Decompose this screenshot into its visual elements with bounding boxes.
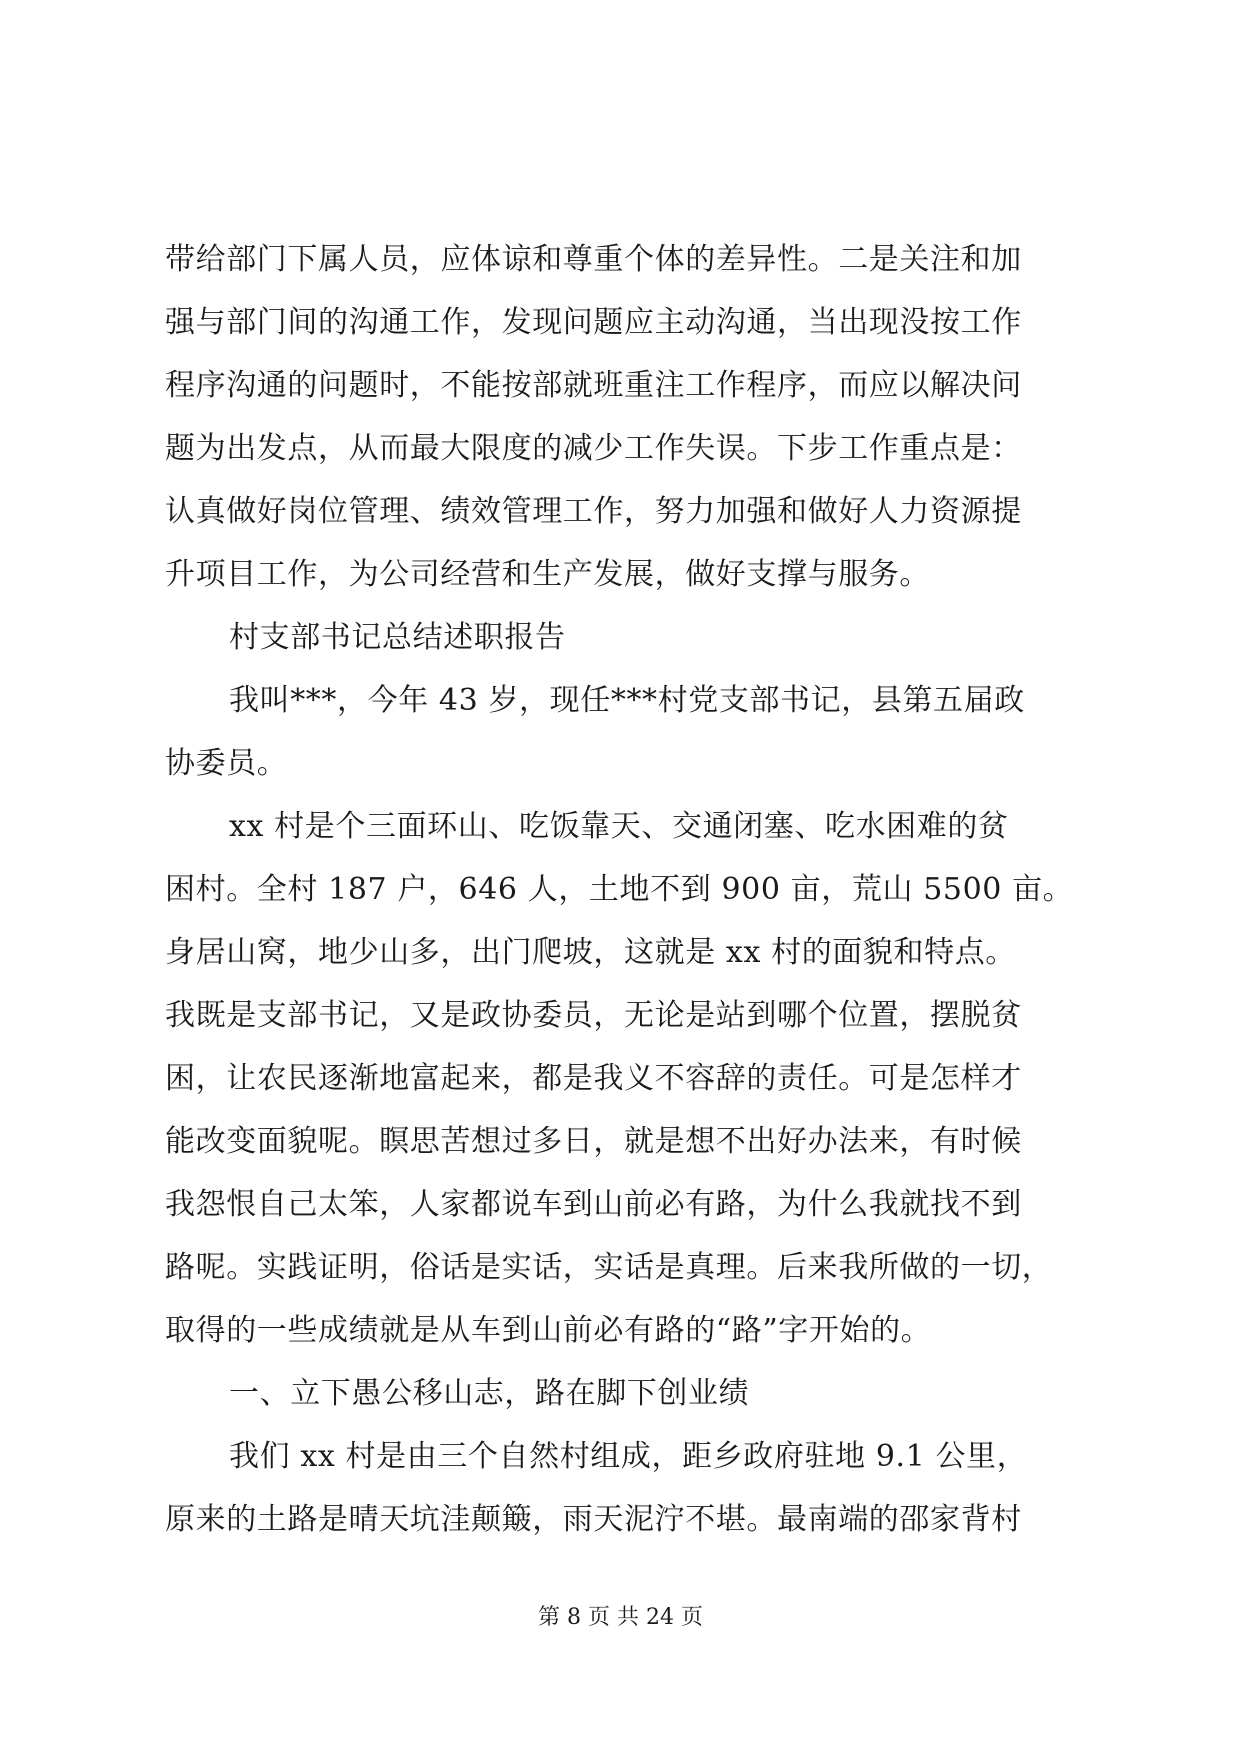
text-line: 认真做好岗位管理、绩效管理工作，努力加强和做好人力资源提 [165,494,1022,529]
body-text [165,228,1085,1551]
text-line: 我叫***，今年 43 岁，现任***村党支部书记，县第五届政 [229,683,1025,718]
text-line: 程序沟通的问题时，不能按部就班重注工作程序，而应以解决问 [165,368,1022,403]
text-line: 原来的土路是晴天坑洼颠簸，雨天泥泞不堪。最南端的邵家背村 [165,1502,1022,1537]
text-line: 我们 xx 村是由三个自然村组成，距乡政府驻地 9.1 公里， [229,1439,1028,1474]
text-line: 我既是支部书记，又是政协委员，无论是站到哪个位置，摆脱贫 [165,998,1022,1033]
text-line: 困村。全村 187 户，646 人，土地不到 900 亩，荒山 5500 亩。 [165,872,1074,907]
section-title: 村支部书记总结述职报告 [229,620,566,655]
text-line: 困，让农民逐渐地富起来，都是我义不容辞的责任。可是怎样才 [165,1061,1022,1096]
section-heading: 一、立下愚公移山志，路在脚下创业绩 [229,1376,750,1411]
text-line: xx 村是个三面环山、吃饭靠天、交通闭塞、吃水困难的贫 [229,809,1009,844]
text-line: 强与部门间的沟通工作，发现问题应主动沟通，当出现没按工作 [165,305,1022,340]
text-line: 我怨恨自己太笨，人家都说车到山前必有路，为什么我就找不到 [165,1187,1022,1222]
text-line: 带给部门下属人员，应体谅和尊重个体的差异性。二是关注和加 [165,242,1022,277]
text-line: 路呢。实践证明，俗话是实话，实话是真理。后来我所做的一切， [165,1250,1053,1285]
text-line: 身居山窝，地少山多，出门爬坡，这就是 xx 村的面貌和特点。 [165,935,1016,970]
text-line: 升项目工作，为公司经营和生产发展，做好支撑与服务。 [165,557,930,592]
text-line: 协委员。 [165,746,288,781]
text-line: 能改变面貌呢。瞑思苦想过多日，就是想不出好办法来，有时候 [165,1124,1022,1159]
page-number: 第 8 页 共 24 页 [538,1605,703,1630]
text-line: 题为出发点，从而最大限度的减少工作失误。下步工作重点是： [165,431,1022,466]
text-line: 取得的一些成绩就是从车到山前必有路的“路”字开始的。 [165,1313,932,1348]
